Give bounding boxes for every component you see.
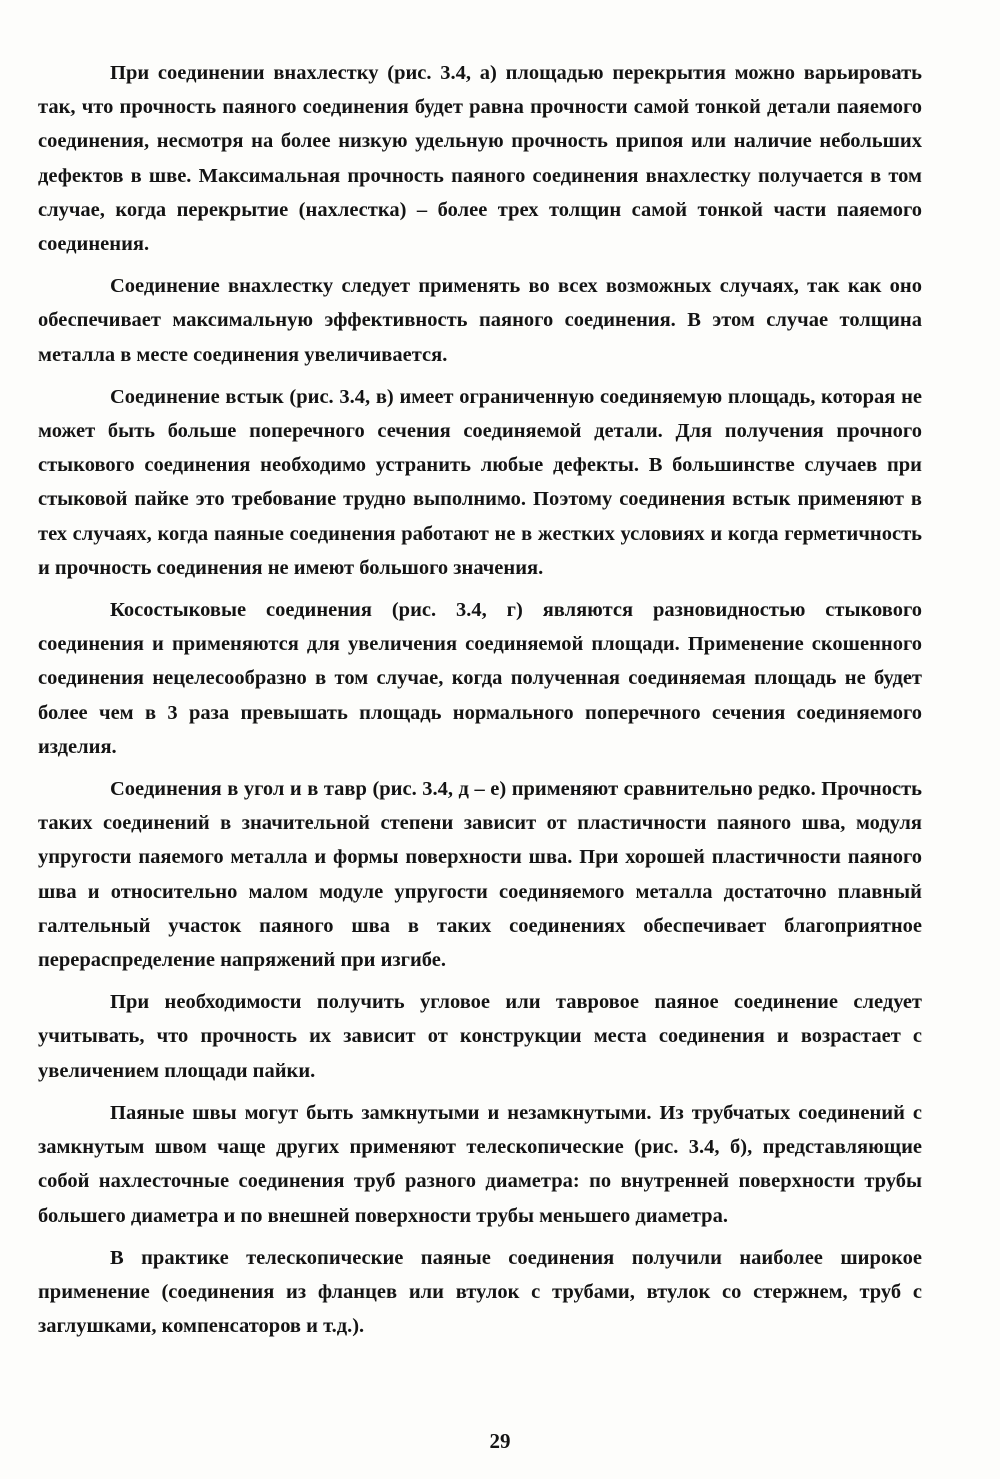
paragraph-lap-joint-usage: Соединение внахлестку следует применять во всех возможных случаях, так как оно обеспечивает максимальную эффективность паяного соединения. В этом случае толщина металла в месте соединения увеличивается. xyxy=(38,275,922,366)
paragraph-lap-joint: При соединении внахлестку (рис. 3.4, а) площадью перекрытия можно варьировать так, что прочность паяного соединения будет равна прочности самой тонкой детали паяемого соединения, несмотря на более низкую удельную прочность припоя или наличие небольших дефектов в шве. Максимальная прочность паяного соединения внахлестку получается в том случае, когда перекрытие (нахлестка) – более трех толщин самой тонкой части паяемого соединения. xyxy=(38,62,922,256)
paragraph-corner-tee-joint: Соединения в угол и в тавр (рис. 3.4, д – е) применяют сравнительно редко. Прочность таких соединений в значительной степени зависит от пластичности паяного шва, модуля упругости паяемого металла и формы поверхности шва. При хорошей пластичности паяного шва и относительно малом модуле упругости соединяемого металла достаточно плавный галтельный участок паяного шва в таких соединениях обеспечивает благоприятное перераспределение напряжений при изгибе. xyxy=(38,778,922,972)
paragraph-telescopic-usage: В практике телескопические паяные соединения получили наиболее широкое применение (соединения из фланцев или втулок с трубами, втулок со стержнем, труб с заглушками, компенсаторов и т.д.). xyxy=(38,1246,922,1338)
page-number: 29 xyxy=(489,1429,511,1453)
paragraph-corner-tee-strength: При необходимости получить угловое или тавровое паяное соединение следует учитывать, что прочность их зависит от конструкции места соединения и возрастает с увеличением площади пайки. xyxy=(38,991,922,1082)
paragraph-scarf-joint: Косостыковые соединения (рис. 3.4, г) являются разновидностью стыкового соединения и применяются для увеличения соединяемой площади. Применение скошенного соединения нецелесообразно в том случае, когда полученная соединяемая площадь не будет более чем в 3 раза превышать площадь нормального поперечного сечения соединяемого изделия. xyxy=(38,599,922,758)
paragraph-closed-seams: Паяные швы могут быть замкнутыми и незамкнутыми. Из трубчатых соединений с замкнутым швом чаще других применяют телескопические (рис. 3.4, б), представляющие собой нахлесточные соединения труб разного диаметра: по внутренней поверхности трубы большего диаметра и по внешней поверхности трубы меньшего диаметра. xyxy=(38,1101,922,1227)
body-text xyxy=(38,56,922,1351)
paragraph-butt-joint: Соединение встык (рис. 3.4, в) имеет ограниченную соединяемую площадь, которая не может быть больше поперечного сечения соединяемой детали. Для получения прочного стыкового соединения необходимо устранить любые дефекты. В большинстве случаев при стыковой пайке это требование трудно выполнимо. Поэтому соединения встык применяют в тех случаях, когда паяные соединения работают не в жестких условиях и когда герметичность и прочность соединения не имеют большого значения. xyxy=(38,385,922,579)
